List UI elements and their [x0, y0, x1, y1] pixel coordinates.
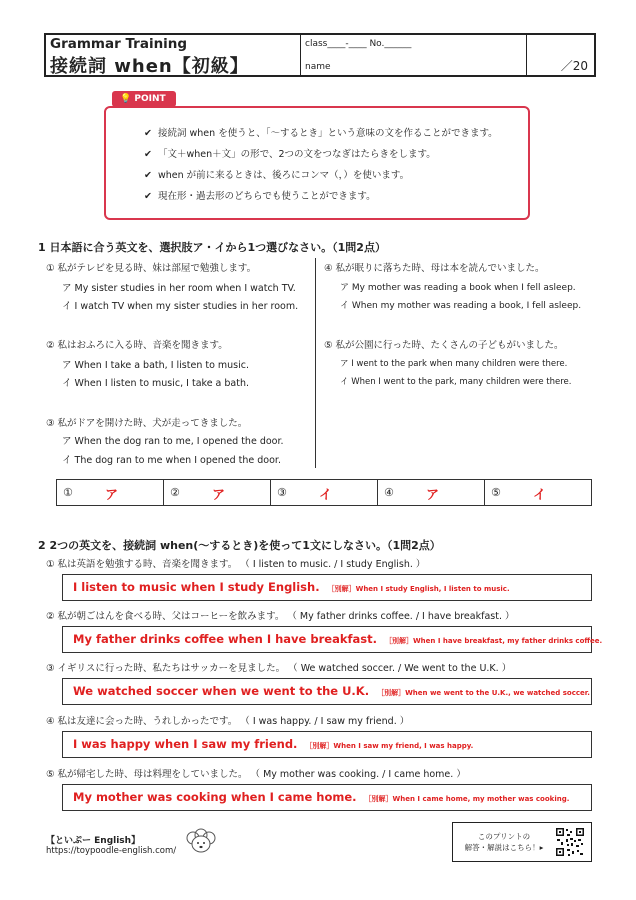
exercise-3-answer: We watched soccer when we went to the U.K. [73, 684, 370, 698]
exercise-5-answer-box[interactable] [62, 784, 592, 811]
class-number-field[interactable]: class____-____ No.______ [305, 39, 412, 49]
title-japanese: 接続詞 when【初級】 [50, 56, 249, 77]
answer-link-box[interactable] [452, 822, 592, 862]
check-icon: ✔ [144, 128, 152, 139]
point-item: ✔ when が前に来るときは、後ろにコンマ（，）を使います。 [144, 170, 410, 181]
question-4-option-a[interactable]: ア My mother was reading a book when I fell asleep. [340, 283, 576, 293]
question-5-option-a[interactable]: ア I went to the park when many children were there. [340, 359, 568, 369]
question-3-option-a[interactable]: ア When the dog ran to me, I opened the door. [62, 436, 284, 447]
answer-value: ア [426, 488, 440, 503]
check-icon: ✔ [144, 191, 152, 202]
score-cell [526, 35, 594, 75]
question-4-japanese: ④ 私が眠りに落ちた時、母は本を読んでいました。 [324, 263, 545, 274]
title-english: Grammar Training [50, 36, 188, 52]
question-1-japanese: ① 私がテレビを見る時、妹は部屋で勉強します。 [46, 263, 257, 274]
answer-cell[interactable]: ④ ア [378, 480, 485, 505]
answer-cell[interactable]: ⑤ イ [491, 486, 547, 503]
question-2-option-b[interactable]: イ When I listen to music, I take a bath. [62, 378, 250, 389]
exercise-2-prompt: ② 私が朝ごはんを食べる時、父はコーヒーを飲みます。 （ My father drinks coffee. / I have breakfast. ） [46, 611, 515, 622]
answer-cell[interactable]: ③ イ [271, 480, 378, 505]
question-5-option-b[interactable]: イ When I went to the park, many children were there. [340, 377, 572, 387]
exercise-2-answer-box[interactable] [62, 626, 603, 653]
title-cell [46, 35, 301, 75]
exercise-1-answer: I listen to music when I study English. [73, 580, 320, 594]
answer-link-text: このプリントの 解答・解説はこちら！▸ [464, 832, 544, 852]
point-tag [112, 91, 176, 107]
answer-cell[interactable]: ② ア [164, 480, 271, 505]
check-icon: ✔ [144, 170, 152, 181]
section-1-answer-row [56, 479, 592, 506]
exercise-5-alt-answer: ［別解］When I came home, my mother was cooking. [364, 795, 570, 803]
exercise-3-answer-box[interactable] [62, 678, 592, 705]
exercise-2-answer: My father drinks coffee when I have breakfast. [73, 632, 377, 646]
exercise-4-answer-box[interactable] [62, 731, 592, 758]
exercise-4-prompt: ④ 私は友達に会った時、うれしかったです。 （ I was happy. / I saw my friend. ） [46, 716, 410, 727]
exercise-3-alt-answer: ［別解］When we went to the U.K., we watched soccer. [377, 689, 590, 697]
question-2-option-a[interactable]: ア When I take a bath, I listen to music. [62, 360, 250, 371]
check-icon: ✔ [144, 149, 152, 160]
exercise-1-prompt: ① 私は英語を勉強する時、音楽を聞きます。 （ I listen to music. / I study English. ） [46, 559, 426, 570]
exercise-4-answer: I was happy when I saw my friend. [73, 737, 298, 751]
answer-value: ア [105, 488, 119, 503]
answer-value: イ [319, 488, 333, 503]
student-info-cell [300, 35, 527, 75]
exercise-5-prompt: ⑤ 私が帰宅した時、母は料理をしていました。 （ My mother was cooking. / I came home. ） [46, 769, 466, 780]
exercise-3-prompt: ③ イギリスに行った時、私たちはサッカーを見ました。 （ We watched soccer. / We went to the U.K. ） [46, 663, 512, 674]
exercise-1-answer-box[interactable] [62, 574, 592, 601]
qr-code-icon[interactable] [555, 827, 585, 857]
section-2-title: 2 2つの英文を、接続詞 when(〜するとき)を使って1文にしなさい。（1問2点） [38, 539, 441, 552]
point-box [104, 106, 530, 220]
question-2-japanese: ② 私はおふろに入る時、音楽を聞きます。 [46, 340, 228, 351]
name-field[interactable]: name [305, 62, 331, 72]
exercise-2-alt-answer: ［別解］When I have breakfast, my father drinks coffee. [384, 637, 603, 645]
point-item: ✔ 接続詞 when を使うと、「〜するとき」という意味の文を作ることができます。 [144, 128, 498, 139]
brand-name: 【といぷー English】 [46, 836, 141, 846]
exercise-4-alt-answer: ［別解］When I saw my friend, I was happy. [305, 742, 474, 750]
score-total: ／20 [560, 59, 588, 73]
question-1-option-a[interactable]: ア My sister studies in her room when I watch TV. [62, 283, 296, 294]
answer-cell[interactable]: ① ア [57, 480, 164, 505]
exercise-5-answer: My mother was cooking when I came home. [73, 790, 357, 804]
answer-value: イ [533, 488, 547, 503]
column-divider [315, 258, 316, 468]
question-4-option-b[interactable]: イ When my mother was reading a book, I fell asleep. [340, 301, 582, 311]
question-1-option-b[interactable]: イ I watch TV when my sister studies in her room. [62, 301, 299, 312]
point-item: ✔ 「文＋when＋文」の形で、2つの文をつなぎはたらきをします。 [144, 149, 436, 160]
section-1-title: 1 日本語に合う英文を、選択肢ア・イから1つ選びなさい。（1問2点） [38, 241, 386, 254]
answer-value: ア [212, 488, 226, 503]
lightbulb-icon: 💡 [120, 94, 132, 104]
question-3-japanese: ③ 私がドアを開けた時、犬が走ってきました。 [46, 418, 248, 429]
point-tag-label: POINT [134, 94, 166, 104]
worksheet-header [44, 33, 596, 77]
poodle-mascot-icon [184, 826, 218, 860]
site-url[interactable]: https://toypoodle-english.com/ [46, 846, 177, 856]
exercise-1-alt-answer: ［別解］When I study English, I listen to music. [327, 585, 510, 593]
question-3-option-b[interactable]: イ The dog ran to me when I opened the door. [62, 455, 281, 466]
question-5-japanese: ⑤ 私が公園に行った時、たくさんの子どもがいました。 [324, 340, 564, 351]
point-item: ✔ 現在形・過去形のどちらでも使うことができます。 [144, 191, 376, 202]
